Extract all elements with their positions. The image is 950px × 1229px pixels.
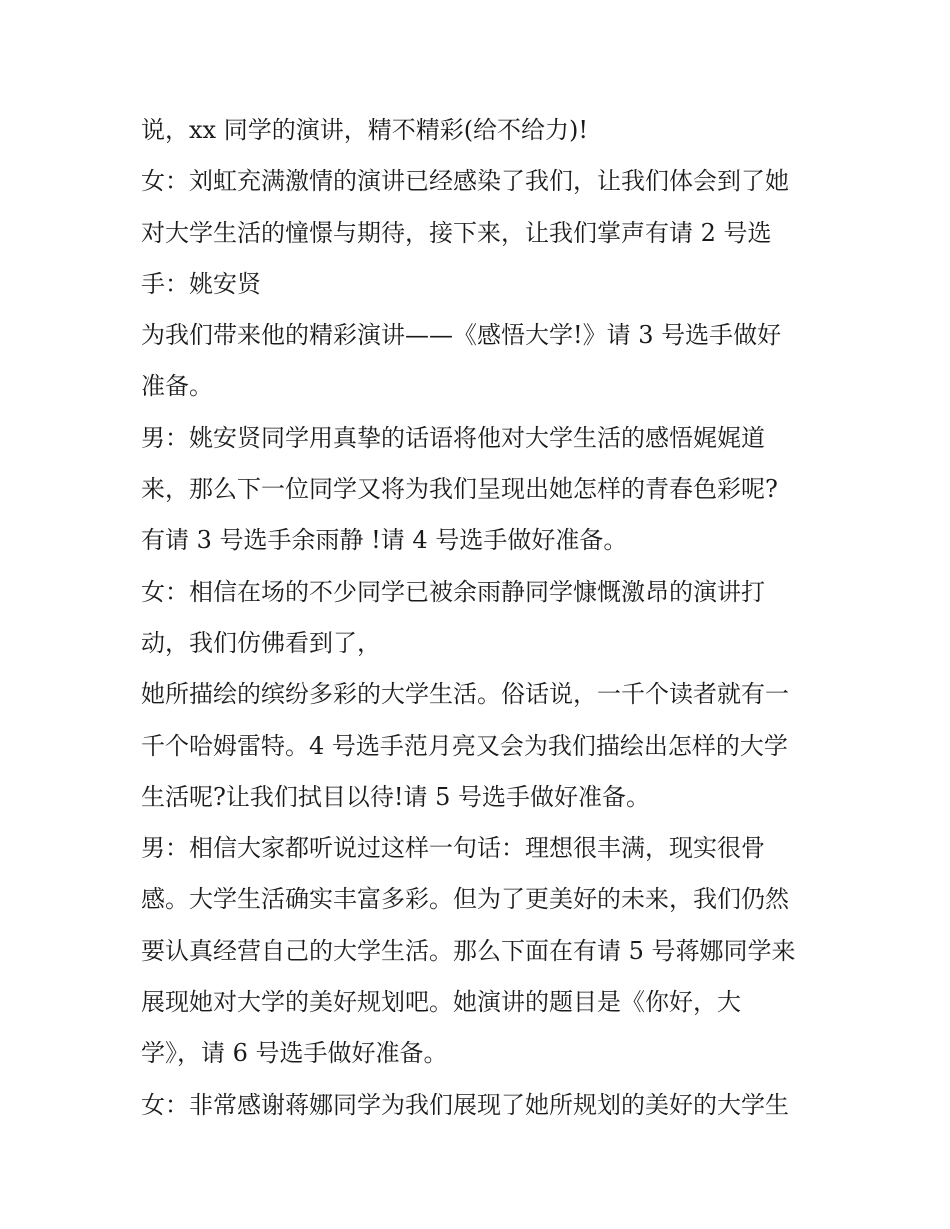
- text-line: 女：非常感谢蒋娜同学为我们展现了她所规划的美好的大学生: [141, 1090, 789, 1119]
- text-line: 说，xx 同学的演讲，精不精彩(给不给力)!: [141, 116, 589, 144]
- text-line: 手：姚安贤: [141, 269, 261, 298]
- text-line: 女：刘虹充满激情的演讲已经感染了我们，让我们体会到了她: [141, 167, 789, 196]
- text-line: 学》，请 6 号选手做好准备。: [141, 1039, 448, 1068]
- text-line: 感。大学生活确实丰富多彩。但为了更美好的未来，我们仍然: [141, 885, 789, 914]
- text-line: 生活呢?让我们拭目以待!请 5 号选手做好准备。: [141, 782, 651, 811]
- text-line: 对大学生活的憧憬与期待，接下来，让我们掌声有请 2 号选: [141, 218, 772, 247]
- text-line: 展现她对大学的美好规划吧。她演讲的题目是《你好，大: [141, 988, 741, 1017]
- text-line: 有请 3 号选手余雨静 !请 4 号选手做好准备。: [141, 526, 628, 555]
- text-line: 千个哈姆雷特。4 号选手范月亮又会为我们描绘出怎样的大学: [141, 731, 788, 760]
- text-line: 准备。: [141, 372, 213, 401]
- text-line: 来，那么下一位同学又将为我们呈现出她怎样的青春色彩呢?: [141, 475, 778, 504]
- text-line: 为我们带来他的精彩演讲——《感悟大学!》请 3 号选手做好: [141, 321, 782, 350]
- text-line: 动，我们仿佛看到了，: [141, 628, 381, 657]
- text-line: 女：相信在场的不少同学已被余雨静同学慷慨激昂的演讲打: [141, 577, 765, 606]
- text-line: 她所描绘的缤纷多彩的大学生活。俗话说，一千个读者就有一: [141, 680, 789, 709]
- text-line: 男：相信大家都听说过这样一句话：理想很丰满，现实很骨: [141, 834, 765, 863]
- text-line: 要认真经营自己的大学生活。那么下面在有请 5 号蒋娜同学来: [141, 936, 796, 965]
- text-line: 男：姚安贤同学用真挚的话语将他对大学生活的感悟娓娓道: [141, 423, 765, 452]
- document-body: [141, 105, 821, 1131]
